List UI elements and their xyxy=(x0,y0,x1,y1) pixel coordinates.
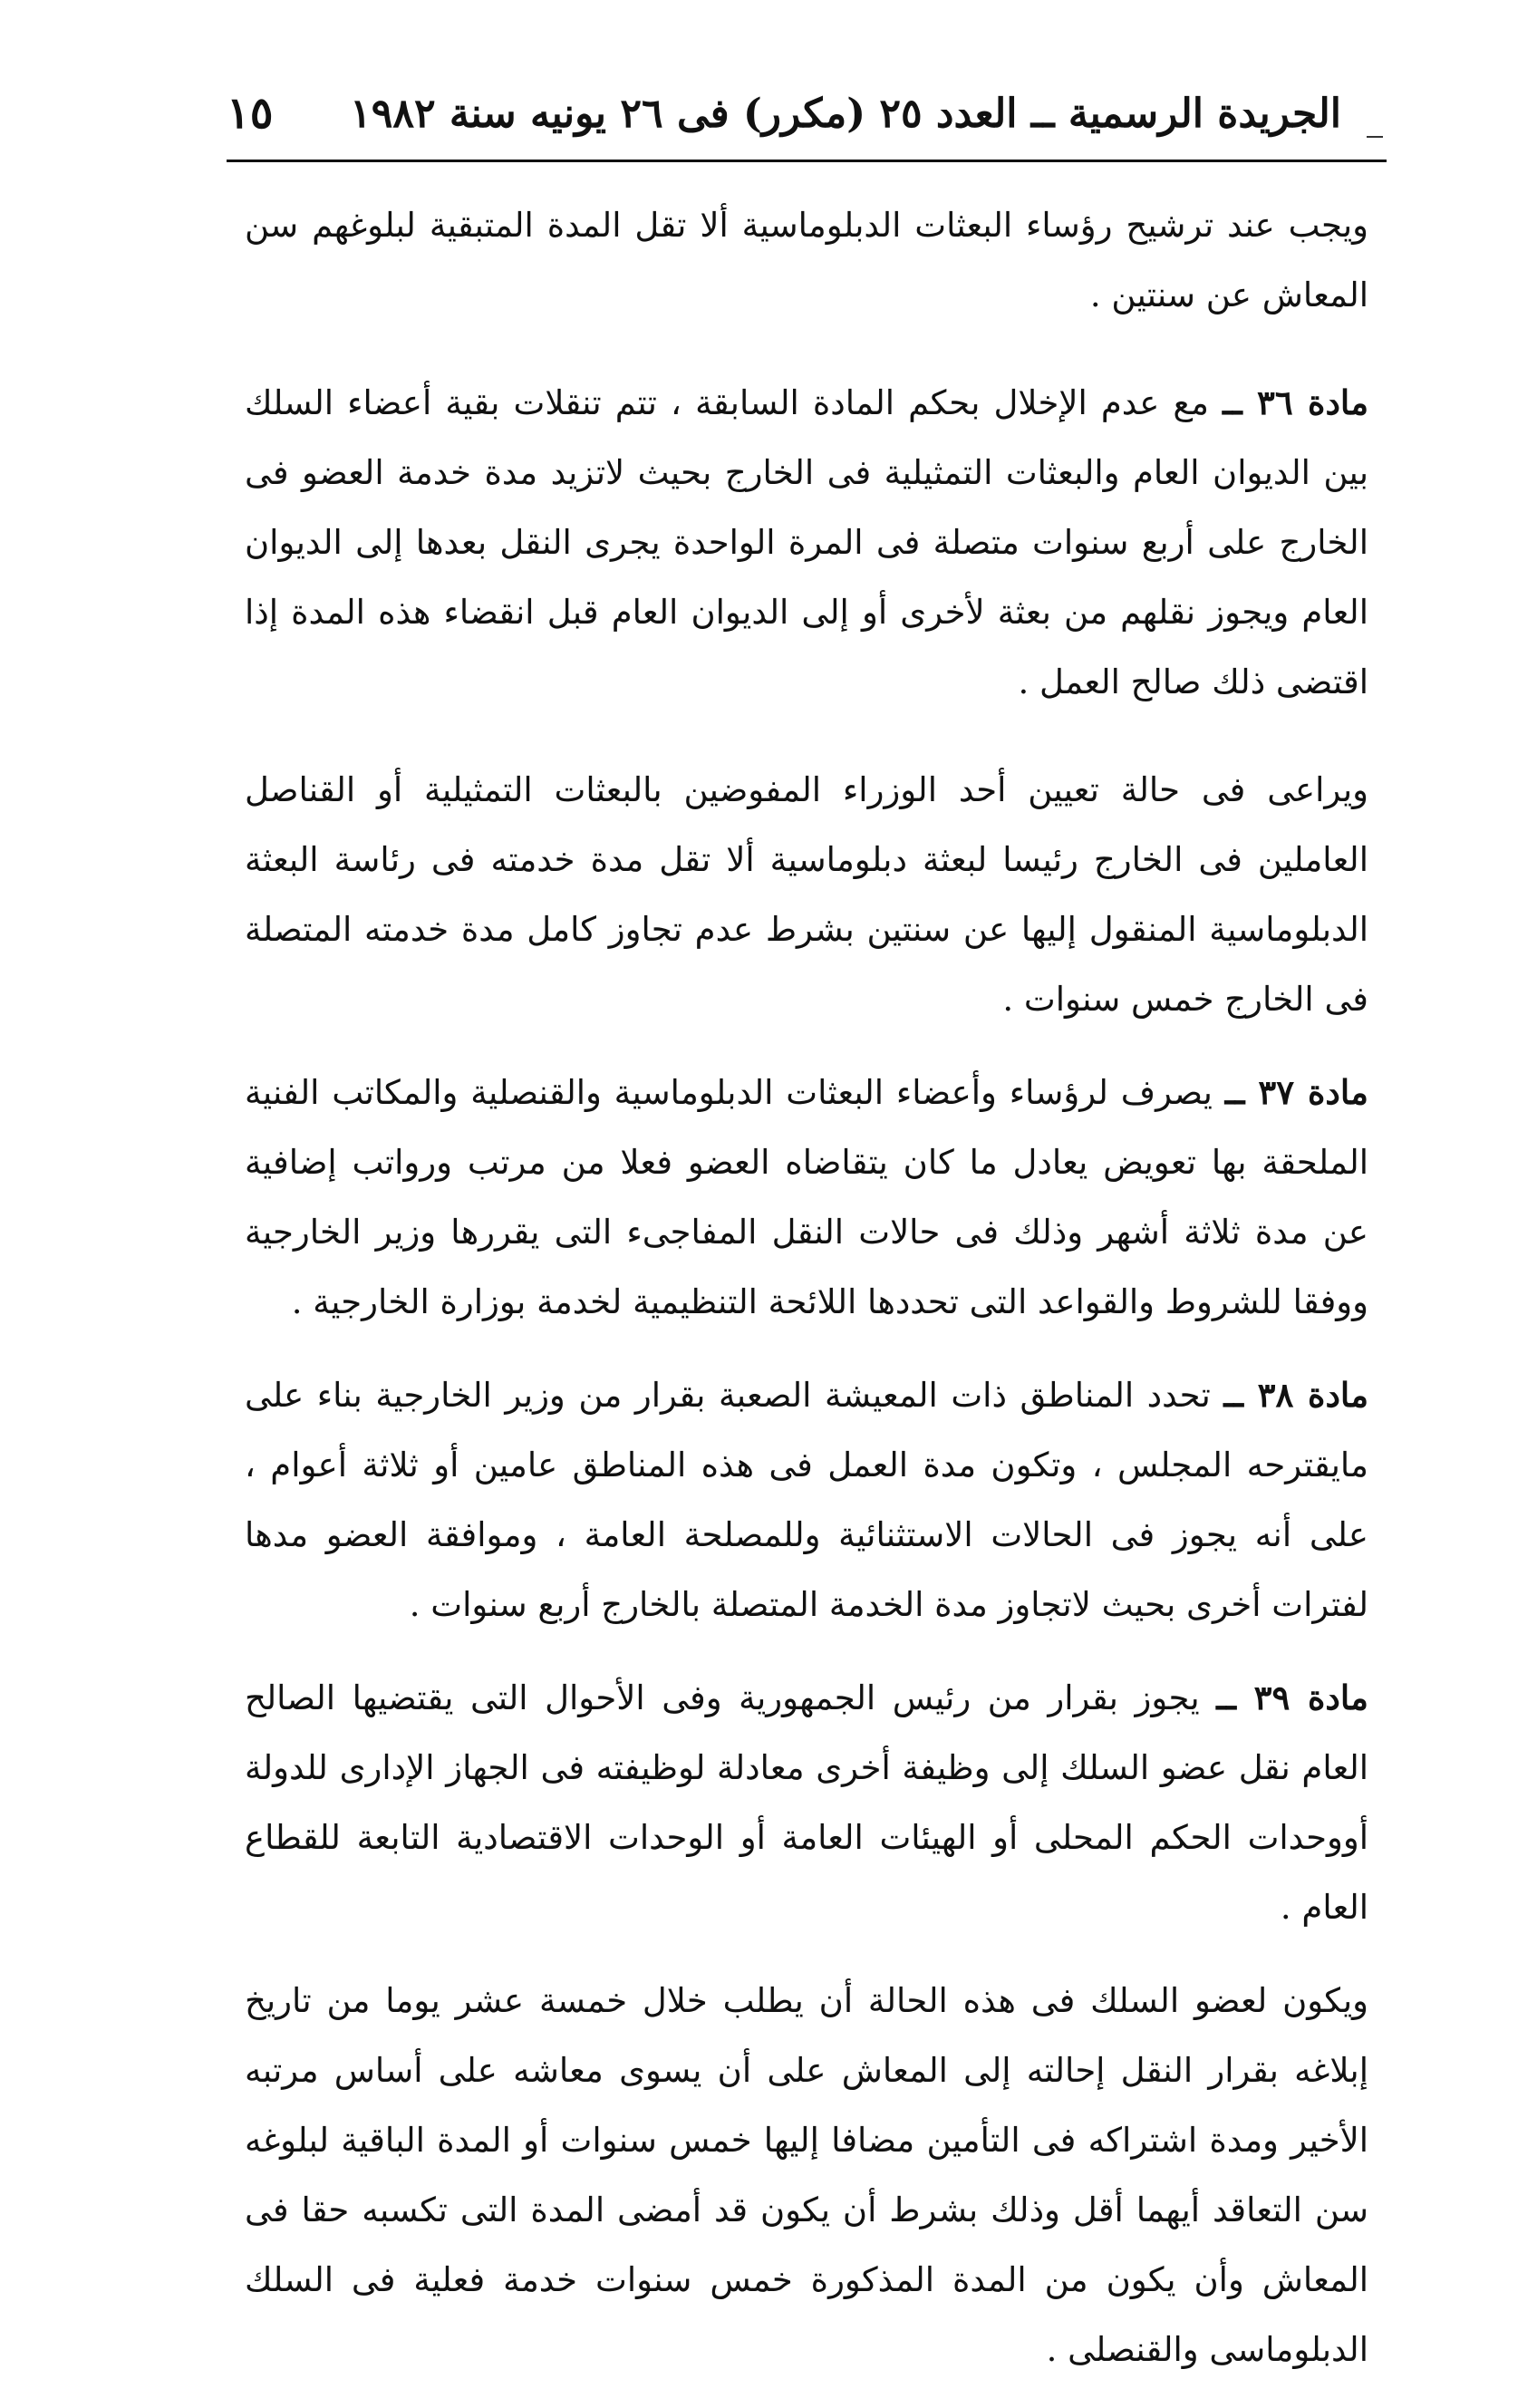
margin-mark xyxy=(1367,136,1383,138)
article-39 xyxy=(245,1663,1368,1942)
header-rule xyxy=(227,160,1387,162)
paragraph-1 xyxy=(245,190,1368,330)
article-label: مادة ٣٦ ــ xyxy=(1223,382,1369,422)
article-text: يصرف لرؤساء وأعضاء البعثات الدبلوماسية والقنصلية والمكاتب الفنية الملحقة بها تعويض يعادل ما كان يتقاضاه العضو فعلا من مرتب ورواتب إضافية عن مدة ثلاثة أشهر وذلك فى حالات النقل المفاجىء التى يقررها وزير الخارجية ووفقا للشروط والقواعد التى تحددها اللائحة التنظيمية لخدمة بوزارة الخارجية . xyxy=(245,1073,1368,1321)
article-text: يجوز بقرار من رئيس الجمهورية وفى الأحوال التى يقتضيها الصالح العام نقل عضو السلك إلى وظيفة أخرى معادلة لوظيفته فى الجهاز الإدارى للدولة أووحدات الحكم المحلى أو الهيئات العامة أو الوحدات الاقتصادية التابعة للقطاع العام . xyxy=(245,1678,1368,1927)
paragraph-3 xyxy=(245,755,1368,1034)
article-label: مادة ٣٩ ــ xyxy=(1216,1678,1369,1717)
article-37 xyxy=(245,1058,1368,1337)
article-text: تحدد المناطق ذات المعيشة الصعبة بقرار من وزير الخارجية بناء على مايقترحه المجلس ، وتكون مدة العمل فى هذه المناطق عامين أو ثلاثة أعوام ، على أنه يجوز فى الحالات الاستثنائية وللمصلحة العامة ، وموافقة العضو مدها لفترات أخرى بحيث لاتجاوز مدة الخدمة المتصلة بالخارج أربع سنوات . xyxy=(245,1376,1368,1624)
article-38 xyxy=(245,1360,1368,1639)
gazette-title: الجريدة الرسمية ــ العدد ٢٥ (مكرر) فى ٢٦ يونيه سنة ١٩٨٢ xyxy=(350,90,1341,137)
article-36 xyxy=(245,368,1368,717)
paragraph-text: ويراعى فى حالة تعيين أحد الوزراء المفوضين بالبعثات التمثيلية أو القناصل العاملين فى الخارج رئيسا لبعثة دبلوماسية ألا تقل مدة خدمته فى رئاسة البعثة الدبلوماسية المنقول إليها عن سنتين بشرط عدم تجاوز كامل مدة خدمته المتصلة فى الخارج خمس سنوات . xyxy=(245,770,1368,1019)
article-text: مع عدم الإخلال بحكم المادة السابقة ، تتم تنقلات بقية أعضاء السلك بين الديوان العام والبعثات التمثيلية فى الخارج بحيث لاتزيد مدة خدمة العضو فى الخارج على أربع سنوات متصلة فى المرة الواحدة يجرى النقل بعدها إلى الديوان العام ويجوز نقلهم من بعثة لأخرى أو إلى الديوان العام قبل انقضاء هذه المدة إذا اقتضى ذلك صالح العمل . xyxy=(245,383,1368,701)
page-number: ١٥ xyxy=(227,88,274,139)
page-header xyxy=(227,73,1341,154)
paragraph-text: ويكون لعضو السلك فى هذه الحالة أن يطلب خلال خمسة عشر يوما من تاريخ إبلاغه بقرار النقل إحالته إلى المعاش على أن يسوى معاشه على أساس مرتبه الأخير ومدة اشتراكه فى التأمين مضافا إليها خمس سنوات أو المدة الباقية لبلوغه سن التعاقد أيهما أقل وذلك بشرط أن يكون قد أمضى المدة التى تكسبه حقا فى المعاش وأن يكون من المدة المذكورة خمس سنوات خدمة فعلية فى السلك الدبلوماسى والقنصلى . xyxy=(245,1981,1368,2369)
paragraph-text: ويجب عند ترشيح رؤساء البعثات الدبلوماسية ألا تقل المدة المتبقية لبلوغهم سن المعاش عن سنتين . xyxy=(245,206,1368,314)
paragraph-7 xyxy=(245,1966,1368,2384)
article-label: مادة ٣٨ ــ xyxy=(1223,1375,1369,1415)
document-body xyxy=(245,190,1368,2408)
article-label: مادة ٣٧ ــ xyxy=(1224,1072,1369,1112)
